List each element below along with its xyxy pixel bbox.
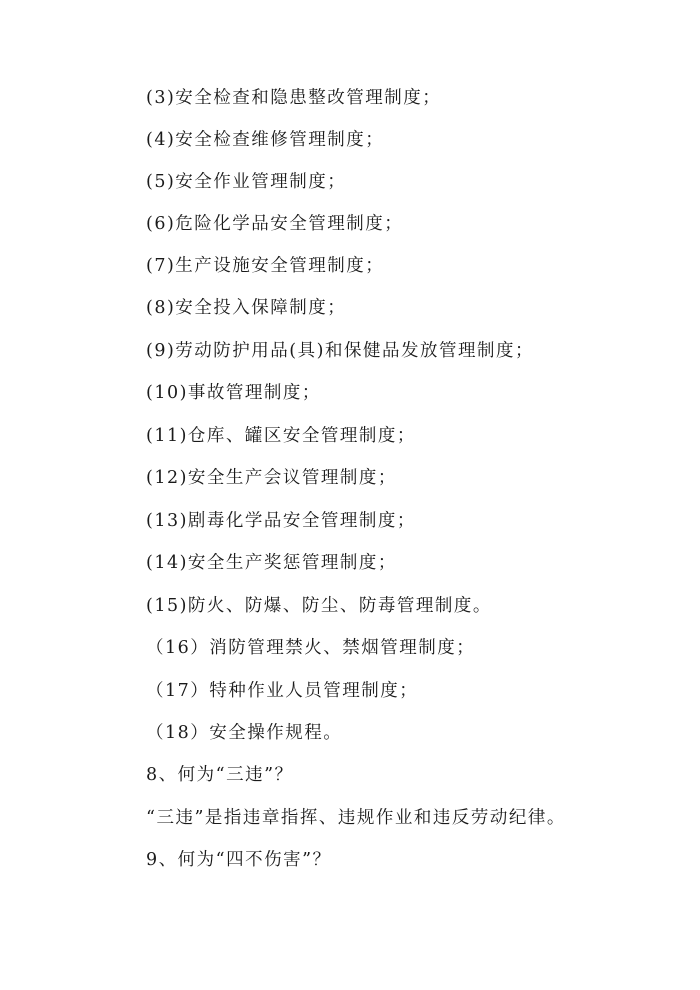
question-8: 8、何为“三违”？ — [146, 765, 294, 785]
list-item-17: （17）特种作业人员管理制度； — [146, 681, 419, 701]
list-item-12: (12)安全生产会议管理制度； — [146, 468, 397, 488]
list-item-5: (5)安全作业管理制度； — [146, 172, 347, 192]
question-9: 9、何为“四不伤害”？ — [146, 850, 332, 870]
list-item-9: (9)劳动防护用品(具)和保健品发放管理制度； — [146, 341, 534, 361]
list-item-16: （16）消防管理禁火、禁烟管理制度； — [146, 638, 476, 658]
list-item-7: (7)生产设施安全管理制度； — [146, 256, 385, 276]
list-item-14: (14)安全生产奖惩管理制度； — [146, 553, 397, 573]
list-item-11: (11)仓库、罐区安全管理制度； — [146, 426, 416, 446]
list-item-13: (13)剧毒化学品安全管理制度； — [146, 511, 416, 531]
list-item-18: （18）安全操作规程。 — [146, 723, 343, 743]
answer-8: “三违”是指违章指挥、违规作业和违反劳动纪律。 — [146, 808, 566, 828]
list-item-4: (4)安全检查维修管理制度； — [146, 130, 385, 150]
list-item-10: (10)事故管理制度； — [146, 383, 321, 403]
list-item-6: (6)危险化学品安全管理制度； — [146, 214, 404, 234]
list-item-8: (8)安全投入保障制度； — [146, 298, 347, 318]
list-item-3: (3)安全检查和隐患整改管理制度； — [146, 88, 442, 108]
list-item-15: (15)防火、防爆、防尘、防毒管理制度。 — [146, 596, 492, 616]
